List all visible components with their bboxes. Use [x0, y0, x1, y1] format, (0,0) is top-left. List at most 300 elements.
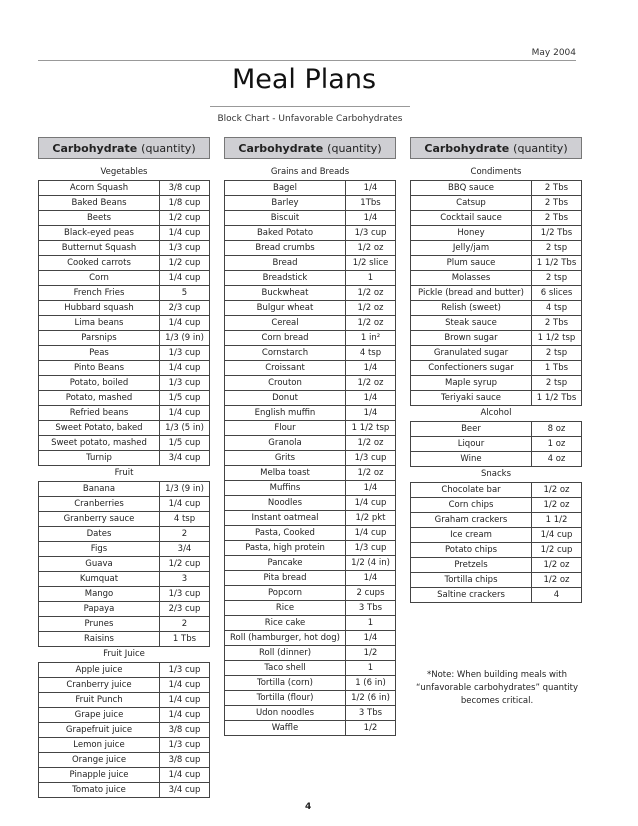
page-number: 4	[305, 802, 312, 812]
page-title: Meal Plans	[231, 64, 377, 95]
table-row	[225, 556, 396, 571]
food-quantity: 1/2 oz	[346, 316, 396, 331]
table-row	[225, 661, 396, 676]
food-quantity: 1	[346, 661, 396, 676]
food-name: Ice cream	[411, 528, 532, 543]
table-row	[411, 181, 582, 196]
food-quantity: 1/4	[346, 361, 396, 376]
table-row	[39, 617, 210, 632]
food-name: Potato, boiled	[39, 376, 160, 391]
food-quantity: 2/3 cup	[160, 301, 210, 316]
table-row	[39, 723, 210, 738]
food-quantity: 4 tsp	[346, 346, 396, 361]
food-name: Corn	[39, 271, 160, 286]
food-quantity: 1/2	[346, 721, 396, 736]
food-name: Popcorn	[225, 586, 346, 601]
section-title-snacks: Snacks	[480, 469, 511, 479]
food-quantity: 1/3 cup	[346, 226, 396, 241]
food-quantity: 4 tsp	[160, 512, 210, 527]
food-name: Mango	[39, 587, 160, 602]
column-2	[224, 165, 396, 736]
table-row	[411, 241, 582, 256]
food-name: Hubbard squash	[39, 301, 160, 316]
food-name: Pasta, Cooked	[225, 526, 346, 541]
table-row	[39, 572, 210, 587]
food-quantity: 1/3 cup	[160, 663, 210, 678]
food-name: Lima beans	[39, 316, 160, 331]
food-quantity: 1/4 cup	[160, 497, 210, 512]
table-row	[225, 646, 396, 661]
food-name: Bulgur wheat	[225, 301, 346, 316]
food-name: Chocolate bar	[411, 483, 532, 498]
table-row	[411, 376, 582, 391]
food-name: Tortilla (flour)	[225, 691, 346, 706]
table-row	[225, 616, 396, 631]
section-title-fruit: Fruit	[114, 468, 134, 478]
table-row	[39, 361, 210, 376]
food-name: Roll (hamburger, hot dog)	[225, 631, 346, 646]
column-header-qty: (quantity)	[327, 141, 382, 155]
table-row	[225, 211, 396, 226]
food-quantity: 1/4 cup	[160, 361, 210, 376]
food-name: Udon noodles	[225, 706, 346, 721]
table-row	[225, 526, 396, 541]
table-row	[225, 271, 396, 286]
food-name: Croissant	[225, 361, 346, 376]
food-name: Flour	[225, 421, 346, 436]
food-name: Roll (dinner)	[225, 646, 346, 661]
food-name: Catsup	[411, 196, 532, 211]
food-name: Graham crackers	[411, 513, 532, 528]
food-quantity: 1/5 cup	[160, 391, 210, 406]
table-row	[225, 601, 396, 616]
food-quantity: 1/4 cup	[160, 226, 210, 241]
food-name: Raisins	[39, 632, 160, 647]
food-quantity: 1/2 oz	[346, 286, 396, 301]
food-quantity: 1/2 pkt	[346, 511, 396, 526]
food-name: Papaya	[39, 602, 160, 617]
food-name: Pinto Beans	[39, 361, 160, 376]
table-row	[39, 301, 210, 316]
table-row	[39, 346, 210, 361]
table-row	[411, 558, 582, 573]
food-name: Orange juice	[39, 753, 160, 768]
table-row	[225, 286, 396, 301]
table-row	[225, 346, 396, 361]
food-name: Crouton	[225, 376, 346, 391]
food-name: Refried beans	[39, 406, 160, 421]
column-header-qty: (quantity)	[513, 141, 568, 155]
food-name: Breadstick	[225, 271, 346, 286]
top-rule	[38, 60, 576, 61]
table-condiments	[410, 180, 582, 406]
food-name: Potato chips	[411, 543, 532, 558]
column-header-label: Carbohydrate	[238, 141, 324, 155]
food-name: Maple syrup	[411, 376, 532, 391]
food-name: Waffle	[225, 721, 346, 736]
food-quantity: 2 Tbs	[532, 211, 582, 226]
food-quantity: 1/4 cup	[532, 528, 582, 543]
table-row	[225, 361, 396, 376]
food-name: Granulated sugar	[411, 346, 532, 361]
title-rule	[210, 106, 410, 107]
food-quantity: 3/8 cup	[160, 753, 210, 768]
food-name: Parsnips	[39, 331, 160, 346]
table-row	[411, 346, 582, 361]
food-quantity: 1/4	[346, 571, 396, 586]
food-name: Grapefruit juice	[39, 723, 160, 738]
food-quantity: 1/4	[346, 391, 396, 406]
food-name: Bagel	[225, 181, 346, 196]
food-quantity: 1/4 cup	[160, 316, 210, 331]
food-name: French Fries	[39, 286, 160, 301]
food-quantity: 1/2 cup	[160, 557, 210, 572]
food-quantity: 1/2 cup	[160, 256, 210, 271]
food-quantity: 1 1/2	[532, 513, 582, 528]
food-quantity: 1/3 cup	[346, 541, 396, 556]
column-header-1	[38, 137, 210, 159]
table-row	[411, 226, 582, 241]
food-name: Baked Beans	[39, 196, 160, 211]
table-row	[225, 706, 396, 721]
food-name: Cranberry juice	[39, 678, 160, 693]
table-row	[39, 512, 210, 527]
food-quantity: 1/2 Tbs	[532, 226, 582, 241]
food-quantity: 1/3 (5 in)	[160, 421, 210, 436]
table-vegetables	[38, 180, 210, 466]
food-name: Potato, mashed	[39, 391, 160, 406]
table-row	[225, 511, 396, 526]
food-name: Wine	[411, 452, 532, 467]
table-row	[411, 361, 582, 376]
table-row	[225, 331, 396, 346]
section-title-fruit-juice: Fruit Juice	[103, 649, 145, 659]
food-quantity: 1/3 cup	[160, 241, 210, 256]
food-name: Lemon juice	[39, 738, 160, 753]
food-name: Butternut Squash	[39, 241, 160, 256]
table-row	[225, 226, 396, 241]
table-row	[225, 301, 396, 316]
food-quantity: 1Tbs	[346, 196, 396, 211]
food-quantity: 1/2 oz	[346, 436, 396, 451]
food-name: Cooked carrots	[39, 256, 160, 271]
food-name: Honey	[411, 226, 532, 241]
food-quantity: 6 slices	[532, 286, 582, 301]
food-name: Grape juice	[39, 708, 160, 723]
table-row	[225, 256, 396, 271]
table-row	[39, 783, 210, 798]
column-header-label: Carbohydrate	[424, 141, 510, 155]
food-quantity: 3/8 cup	[160, 723, 210, 738]
food-quantity: 2 cups	[346, 586, 396, 601]
food-quantity: 1/3 (9 in)	[160, 482, 210, 497]
food-name: Corn chips	[411, 498, 532, 513]
food-quantity: 1 1/2 tsp	[346, 421, 396, 436]
food-quantity: 1/4	[346, 481, 396, 496]
table-row	[39, 436, 210, 451]
column-header-label: Carbohydrate	[52, 141, 138, 155]
food-quantity: 1/2 oz	[532, 558, 582, 573]
food-quantity: 1	[346, 616, 396, 631]
food-name: Peas	[39, 346, 160, 361]
food-quantity: 1/3 cup	[160, 587, 210, 602]
food-quantity: 3/4 cup	[160, 783, 210, 798]
food-name: Jelly/jam	[411, 241, 532, 256]
table-row	[225, 481, 396, 496]
food-quantity: 3/8 cup	[160, 181, 210, 196]
table-row	[39, 421, 210, 436]
food-quantity: 1/5 cup	[160, 436, 210, 451]
food-name: Kumquat	[39, 572, 160, 587]
food-quantity: 2/3 cup	[160, 602, 210, 617]
table-row	[225, 376, 396, 391]
food-name: Melba toast	[225, 466, 346, 481]
food-name: Granola	[225, 436, 346, 451]
food-quantity: 1/3 cup	[160, 346, 210, 361]
food-quantity: 1 1/2 Tbs	[532, 256, 582, 271]
food-quantity: 3	[160, 572, 210, 587]
food-quantity: 1/2 oz	[532, 573, 582, 588]
food-name: Sweet potato, mashed	[39, 436, 160, 451]
food-name: Banana	[39, 482, 160, 497]
food-quantity: 2	[160, 617, 210, 632]
food-name: Tomato juice	[39, 783, 160, 798]
table-row	[39, 271, 210, 286]
table-row	[39, 708, 210, 723]
table-row	[39, 331, 210, 346]
food-quantity: 1/4 cup	[346, 496, 396, 511]
table-row	[39, 406, 210, 421]
table-row	[39, 587, 210, 602]
food-name: Figs	[39, 542, 160, 557]
food-name: Pancake	[225, 556, 346, 571]
table-row	[225, 181, 396, 196]
food-quantity: 1/2 oz	[532, 498, 582, 513]
food-name: English muffin	[225, 406, 346, 421]
food-name: Rice	[225, 601, 346, 616]
table-row	[411, 256, 582, 271]
table-row	[225, 406, 396, 421]
food-quantity: 2 tsp	[532, 241, 582, 256]
food-quantity: 1/3 (9 in)	[160, 331, 210, 346]
food-quantity: 2 tsp	[532, 271, 582, 286]
table-row	[39, 632, 210, 647]
food-quantity: 1/4 cup	[160, 708, 210, 723]
table-row	[411, 316, 582, 331]
table-row	[411, 196, 582, 211]
food-name: Granberry sauce	[39, 512, 160, 527]
food-name: Acorn Squash	[39, 181, 160, 196]
food-quantity: 1/2 oz	[346, 376, 396, 391]
food-name: Taco shell	[225, 661, 346, 676]
food-name: Guava	[39, 557, 160, 572]
table-row	[411, 483, 582, 498]
food-quantity: 1 Tbs	[532, 361, 582, 376]
table-row	[39, 226, 210, 241]
table-row	[225, 541, 396, 556]
table-row	[225, 241, 396, 256]
table-row	[411, 391, 582, 406]
food-quantity: 1 in²	[346, 331, 396, 346]
food-name: Teriyaki sauce	[411, 391, 532, 406]
food-name: Pasta, high protein	[225, 541, 346, 556]
food-name: Pita bread	[225, 571, 346, 586]
food-name: Dates	[39, 527, 160, 542]
table-row	[411, 573, 582, 588]
food-quantity: 1/2 oz	[346, 466, 396, 481]
food-quantity: 1/2 oz	[346, 301, 396, 316]
food-name: Grits	[225, 451, 346, 466]
table-row	[225, 631, 396, 646]
table-fruit	[38, 481, 210, 647]
page-subtitle: Block Chart - Unfavorable Carbohydrates	[217, 114, 403, 124]
food-name: Confectioners sugar	[411, 361, 532, 376]
food-quantity: 1/4 cup	[160, 768, 210, 783]
table-row	[39, 211, 210, 226]
table-row	[39, 316, 210, 331]
food-name: Barley	[225, 196, 346, 211]
food-quantity: 4	[532, 588, 582, 603]
table-row	[39, 678, 210, 693]
section-title-alcohol: Alcohol	[480, 408, 512, 418]
food-quantity: 1/3 cup	[160, 738, 210, 753]
column-header-3	[410, 137, 582, 159]
table-row	[225, 676, 396, 691]
table-row	[411, 271, 582, 286]
food-quantity: 3 Tbs	[346, 706, 396, 721]
table-row	[39, 693, 210, 708]
food-name: Saltine crackers	[411, 588, 532, 603]
food-quantity: 2 Tbs	[532, 181, 582, 196]
food-quantity: 1/4 cup	[160, 693, 210, 708]
table-row	[225, 721, 396, 736]
table-row	[39, 527, 210, 542]
food-name: Cranberries	[39, 497, 160, 512]
food-name: Rice cake	[225, 616, 346, 631]
column-3	[410, 165, 582, 603]
food-name: BBQ sauce	[411, 181, 532, 196]
table-row	[411, 588, 582, 603]
table-row	[39, 738, 210, 753]
food-name: Brown sugar	[411, 331, 532, 346]
food-name: Corn bread	[225, 331, 346, 346]
food-name: Tortilla chips	[411, 573, 532, 588]
table-row	[225, 451, 396, 466]
table-row	[39, 286, 210, 301]
food-quantity: 1 Tbs	[160, 632, 210, 647]
food-name: Apple juice	[39, 663, 160, 678]
column-1	[38, 165, 210, 798]
food-name: Fruit Punch	[39, 693, 160, 708]
food-name: Cereal	[225, 316, 346, 331]
table-row	[225, 496, 396, 511]
table-alcohol	[410, 421, 582, 467]
table-grains	[224, 180, 396, 736]
food-quantity: 1/4	[346, 211, 396, 226]
section-title-grains: Grains and Breads	[270, 167, 350, 177]
table-row	[39, 602, 210, 617]
table-fruit-juice	[38, 662, 210, 798]
table-row	[39, 497, 210, 512]
table-row	[225, 691, 396, 706]
food-name: Pretzels	[411, 558, 532, 573]
table-row	[225, 586, 396, 601]
food-name: Relish (sweet)	[411, 301, 532, 316]
table-row	[39, 753, 210, 768]
table-row	[39, 241, 210, 256]
table-row	[225, 571, 396, 586]
food-quantity: 1/2 (4 in)	[346, 556, 396, 571]
table-row	[411, 211, 582, 226]
table-row	[411, 422, 582, 437]
food-name: Tortilla (corn)	[225, 676, 346, 691]
food-quantity: 1/4	[346, 631, 396, 646]
table-row	[225, 466, 396, 481]
food-quantity: 3/4	[160, 542, 210, 557]
table-row	[411, 331, 582, 346]
food-name: Black-eyed peas	[39, 226, 160, 241]
food-quantity: 4 oz	[532, 452, 582, 467]
food-name: Biscuit	[225, 211, 346, 226]
food-quantity: 1/4 cup	[160, 678, 210, 693]
food-name: Liqour	[411, 437, 532, 452]
table-row	[411, 498, 582, 513]
food-quantity: 1 1/2 tsp	[532, 331, 582, 346]
food-name: Steak sauce	[411, 316, 532, 331]
food-quantity: 1/4 cup	[346, 526, 396, 541]
food-quantity: 1 (6 in)	[346, 676, 396, 691]
table-row	[39, 256, 210, 271]
food-quantity: 1/2 cup	[160, 211, 210, 226]
food-quantity: 1/4	[346, 181, 396, 196]
table-row	[411, 528, 582, 543]
table-row	[411, 543, 582, 558]
food-quantity: 1/3 cup	[346, 451, 396, 466]
food-name: Buckwheat	[225, 286, 346, 301]
table-row	[39, 391, 210, 406]
table-row	[225, 421, 396, 436]
food-quantity: 1/2 (6 in)	[346, 691, 396, 706]
food-quantity: 1/4 cup	[160, 406, 210, 421]
food-name: Baked Potato	[225, 226, 346, 241]
food-name: Beets	[39, 211, 160, 226]
table-row	[411, 437, 582, 452]
food-quantity: 2	[160, 527, 210, 542]
table-row	[39, 196, 210, 211]
food-quantity: 3 Tbs	[346, 601, 396, 616]
food-name: Plum sauce	[411, 256, 532, 271]
food-quantity: 1/4	[346, 406, 396, 421]
food-name: Noodles	[225, 496, 346, 511]
food-quantity: 1/2 cup	[532, 543, 582, 558]
food-quantity: 1/2 slice	[346, 256, 396, 271]
table-row	[39, 663, 210, 678]
food-name: Bread crumbs	[225, 241, 346, 256]
food-quantity: 8 oz	[532, 422, 582, 437]
food-quantity: 1/2	[346, 646, 396, 661]
food-name: Cornstarch	[225, 346, 346, 361]
table-row	[39, 768, 210, 783]
food-quantity: 5	[160, 286, 210, 301]
food-name: Bread	[225, 256, 346, 271]
food-name: Muffins	[225, 481, 346, 496]
table-row	[39, 482, 210, 497]
food-name: Pickle (bread and butter)	[411, 286, 532, 301]
food-quantity: 1/2 oz	[532, 483, 582, 498]
table-row	[39, 181, 210, 196]
table-row	[39, 451, 210, 466]
food-name: Prunes	[39, 617, 160, 632]
